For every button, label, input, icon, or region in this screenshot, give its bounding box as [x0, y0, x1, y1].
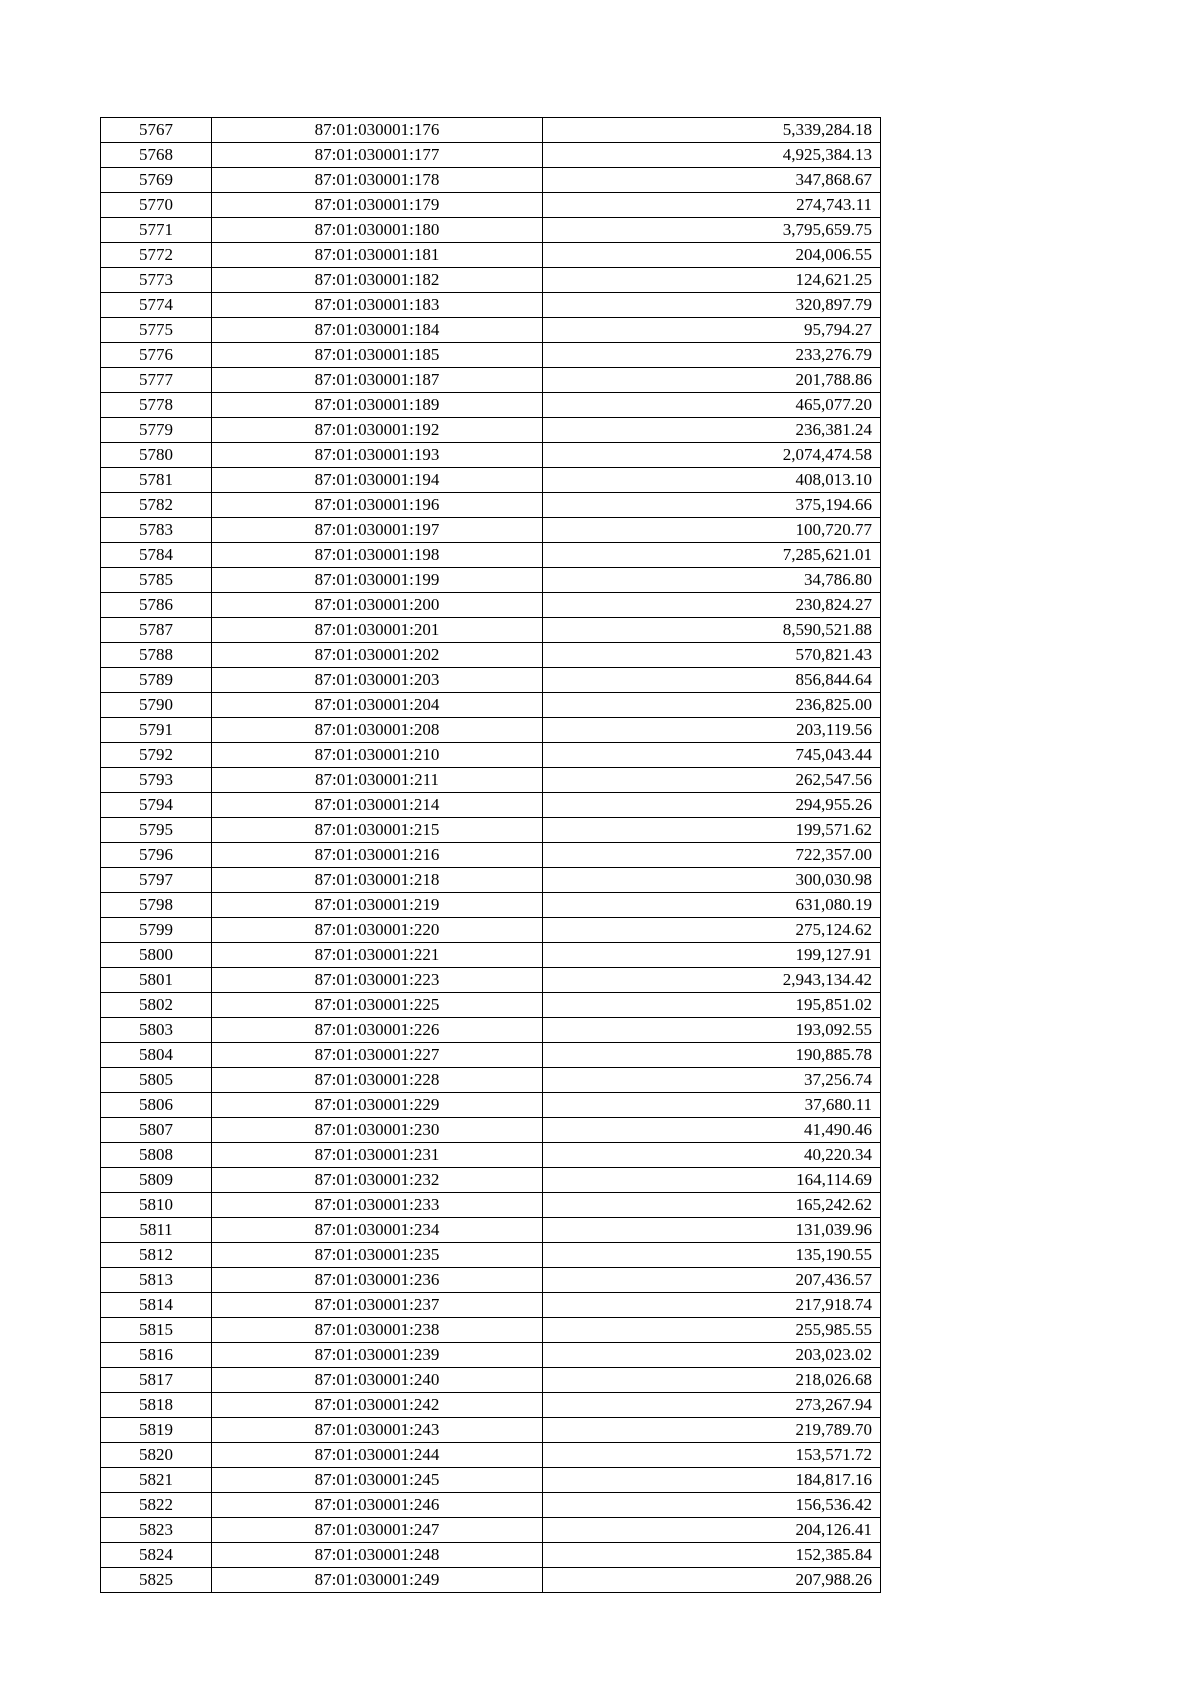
row-number-cell: 5780 — [101, 443, 212, 468]
cadastral-number-cell: 87:01:030001:215 — [212, 818, 543, 843]
row-number-cell: 5775 — [101, 318, 212, 343]
table-row — [101, 1043, 881, 1068]
value-cell: 274,743.11 — [543, 193, 881, 218]
cadastral-number-cell: 87:01:030001:239 — [212, 1343, 543, 1368]
cadastral-number-cell: 87:01:030001:233 — [212, 1193, 543, 1218]
value-cell: 7,285,621.01 — [543, 543, 881, 568]
cadastral-number-cell: 87:01:030001:185 — [212, 343, 543, 368]
value-cell: 203,023.02 — [543, 1343, 881, 1368]
value-cell: 193,092.55 — [543, 1018, 881, 1043]
table-row — [101, 668, 881, 693]
cadastral-number-cell: 87:01:030001:208 — [212, 718, 543, 743]
cadastral-number-cell: 87:01:030001:240 — [212, 1368, 543, 1393]
row-number-cell: 5782 — [101, 493, 212, 518]
cadastral-number-cell: 87:01:030001:237 — [212, 1293, 543, 1318]
table-row — [101, 1193, 881, 1218]
value-cell: 320,897.79 — [543, 293, 881, 318]
table-row — [101, 768, 881, 793]
row-number-cell: 5815 — [101, 1318, 212, 1343]
table-row — [101, 743, 881, 768]
row-number-cell: 5776 — [101, 343, 212, 368]
cadastral-number-cell: 87:01:030001:231 — [212, 1143, 543, 1168]
cadastral-number-cell: 87:01:030001:176 — [212, 118, 543, 143]
table-row — [101, 1493, 881, 1518]
value-cell: 2,074,474.58 — [543, 443, 881, 468]
value-cell: 153,571.72 — [543, 1443, 881, 1468]
value-cell: 2,943,134.42 — [543, 968, 881, 993]
row-number-cell: 5778 — [101, 393, 212, 418]
cadastral-number-cell: 87:01:030001:177 — [212, 143, 543, 168]
row-number-cell: 5820 — [101, 1443, 212, 1468]
cadastral-number-cell: 87:01:030001:227 — [212, 1043, 543, 1068]
table-row — [101, 1368, 881, 1393]
cadastral-number-cell: 87:01:030001:221 — [212, 943, 543, 968]
cadastral-number-cell: 87:01:030001:193 — [212, 443, 543, 468]
cadastral-number-cell: 87:01:030001:198 — [212, 543, 543, 568]
value-cell: 37,256.74 — [543, 1068, 881, 1093]
table-row — [101, 918, 881, 943]
table-row — [101, 1168, 881, 1193]
table-row — [101, 518, 881, 543]
value-cell: 294,955.26 — [543, 793, 881, 818]
table-row — [101, 968, 881, 993]
table-row — [101, 993, 881, 1018]
row-number-cell: 5773 — [101, 268, 212, 293]
table-row — [101, 243, 881, 268]
table-row — [101, 618, 881, 643]
row-number-cell: 5806 — [101, 1093, 212, 1118]
cadastral-number-cell: 87:01:030001:246 — [212, 1493, 543, 1518]
table-row — [101, 1443, 881, 1468]
cadastral-number-cell: 87:01:030001:194 — [212, 468, 543, 493]
row-number-cell: 5795 — [101, 818, 212, 843]
table-row — [101, 268, 881, 293]
value-cell: 204,126.41 — [543, 1518, 881, 1543]
value-cell: 100,720.77 — [543, 518, 881, 543]
cadastral-number-cell: 87:01:030001:220 — [212, 918, 543, 943]
row-number-cell: 5791 — [101, 718, 212, 743]
value-cell: 195,851.02 — [543, 993, 881, 1018]
row-number-cell: 5774 — [101, 293, 212, 318]
row-number-cell: 5798 — [101, 893, 212, 918]
table-row — [101, 1018, 881, 1043]
table-row — [101, 468, 881, 493]
table-row — [101, 943, 881, 968]
value-cell: 722,357.00 — [543, 843, 881, 868]
row-number-cell: 5783 — [101, 518, 212, 543]
value-cell: 95,794.27 — [543, 318, 881, 343]
cadastral-number-cell: 87:01:030001:199 — [212, 568, 543, 593]
value-cell: 255,985.55 — [543, 1318, 881, 1343]
row-number-cell: 5824 — [101, 1543, 212, 1568]
row-number-cell: 5797 — [101, 868, 212, 893]
table-row — [101, 843, 881, 868]
row-number-cell: 5816 — [101, 1343, 212, 1368]
cadastral-number-cell: 87:01:030001:235 — [212, 1243, 543, 1268]
cadastral-number-cell: 87:01:030001:211 — [212, 768, 543, 793]
table-row — [101, 1568, 881, 1593]
table-row — [101, 1343, 881, 1368]
table-row — [101, 543, 881, 568]
value-cell: 199,571.62 — [543, 818, 881, 843]
cadastral-number-cell: 87:01:030001:184 — [212, 318, 543, 343]
table-row — [101, 868, 881, 893]
cadastral-number-cell: 87:01:030001:210 — [212, 743, 543, 768]
row-number-cell: 5802 — [101, 993, 212, 1018]
value-cell: 207,436.57 — [543, 1268, 881, 1293]
row-number-cell: 5788 — [101, 643, 212, 668]
row-number-cell: 5817 — [101, 1368, 212, 1393]
value-cell: 3,795,659.75 — [543, 218, 881, 243]
row-number-cell: 5794 — [101, 793, 212, 818]
value-cell: 233,276.79 — [543, 343, 881, 368]
cadastral-number-cell: 87:01:030001:226 — [212, 1018, 543, 1043]
table-row — [101, 793, 881, 818]
row-number-cell: 5807 — [101, 1118, 212, 1143]
value-cell: 207,988.26 — [543, 1568, 881, 1593]
row-number-cell: 5769 — [101, 168, 212, 193]
cadastral-number-cell: 87:01:030001:248 — [212, 1543, 543, 1568]
value-cell: 204,006.55 — [543, 243, 881, 268]
value-cell: 37,680.11 — [543, 1093, 881, 1118]
row-number-cell: 5810 — [101, 1193, 212, 1218]
value-cell: 856,844.64 — [543, 668, 881, 693]
table-row — [101, 568, 881, 593]
table-row — [101, 1318, 881, 1343]
row-number-cell: 5772 — [101, 243, 212, 268]
value-cell: 199,127.91 — [543, 943, 881, 968]
cadastral-number-cell: 87:01:030001:182 — [212, 268, 543, 293]
value-cell: 41,490.46 — [543, 1118, 881, 1143]
table-row — [101, 1418, 881, 1443]
cadastral-number-cell: 87:01:030001:244 — [212, 1443, 543, 1468]
table-row — [101, 443, 881, 468]
cadastral-number-cell: 87:01:030001:219 — [212, 893, 543, 918]
cadastral-number-cell: 87:01:030001:200 — [212, 593, 543, 618]
row-number-cell: 5793 — [101, 768, 212, 793]
cadastral-number-cell: 87:01:030001:197 — [212, 518, 543, 543]
cadastral-number-cell: 87:01:030001:247 — [212, 1518, 543, 1543]
table-row — [101, 1093, 881, 1118]
value-cell: 570,821.43 — [543, 643, 881, 668]
cadastral-number-cell: 87:01:030001:245 — [212, 1468, 543, 1493]
table-row — [101, 1293, 881, 1318]
value-cell: 131,039.96 — [543, 1218, 881, 1243]
value-cell: 201,788.86 — [543, 368, 881, 393]
table-row — [101, 693, 881, 718]
table-row — [101, 1518, 881, 1543]
cadastral-number-cell: 87:01:030001:216 — [212, 843, 543, 868]
row-number-cell: 5787 — [101, 618, 212, 643]
value-cell: 5,339,284.18 — [543, 118, 881, 143]
cadastral-number-cell: 87:01:030001:183 — [212, 293, 543, 318]
value-cell: 124,621.25 — [543, 268, 881, 293]
row-number-cell: 5805 — [101, 1068, 212, 1093]
table-row — [101, 718, 881, 743]
table-row — [101, 218, 881, 243]
row-number-cell: 5801 — [101, 968, 212, 993]
value-cell: 40,220.34 — [543, 1143, 881, 1168]
row-number-cell: 5792 — [101, 743, 212, 768]
table-row — [101, 1468, 881, 1493]
cadastral-number-cell: 87:01:030001:204 — [212, 693, 543, 718]
row-number-cell: 5768 — [101, 143, 212, 168]
table-row — [101, 193, 881, 218]
table-row — [101, 143, 881, 168]
row-number-cell: 5825 — [101, 1568, 212, 1593]
value-cell: 275,124.62 — [543, 918, 881, 943]
value-cell: 230,824.27 — [543, 593, 881, 618]
cadastral-number-cell: 87:01:030001:238 — [212, 1318, 543, 1343]
table-row — [101, 643, 881, 668]
value-cell: 408,013.10 — [543, 468, 881, 493]
row-number-cell: 5786 — [101, 593, 212, 618]
value-cell: 236,825.00 — [543, 693, 881, 718]
value-cell: 8,590,521.88 — [543, 618, 881, 643]
row-number-cell: 5811 — [101, 1218, 212, 1243]
table-row — [101, 118, 881, 143]
cadastral-number-cell: 87:01:030001:181 — [212, 243, 543, 268]
row-number-cell: 5790 — [101, 693, 212, 718]
cadastral-number-cell: 87:01:030001:223 — [212, 968, 543, 993]
row-number-cell: 5771 — [101, 218, 212, 243]
value-cell: 745,043.44 — [543, 743, 881, 768]
cadastral-number-cell: 87:01:030001:229 — [212, 1093, 543, 1118]
table-row — [101, 168, 881, 193]
row-number-cell: 5799 — [101, 918, 212, 943]
cadastral-number-cell: 87:01:030001:192 — [212, 418, 543, 443]
row-number-cell: 5809 — [101, 1168, 212, 1193]
row-number-cell: 5813 — [101, 1268, 212, 1293]
table-row — [101, 1218, 881, 1243]
cadastral-number-cell: 87:01:030001:234 — [212, 1218, 543, 1243]
cadastral-number-cell: 87:01:030001:189 — [212, 393, 543, 418]
cadastral-number-cell: 87:01:030001:187 — [212, 368, 543, 393]
cadastral-number-cell: 87:01:030001:218 — [212, 868, 543, 893]
table-row — [101, 818, 881, 843]
cadastral-number-cell: 87:01:030001:228 — [212, 1068, 543, 1093]
row-number-cell: 5779 — [101, 418, 212, 443]
cadastral-number-cell: 87:01:030001:243 — [212, 1418, 543, 1443]
row-number-cell: 5777 — [101, 368, 212, 393]
cadastral-number-cell: 87:01:030001:225 — [212, 993, 543, 1018]
value-cell: 262,547.56 — [543, 768, 881, 793]
row-number-cell: 5785 — [101, 568, 212, 593]
row-number-cell: 5819 — [101, 1418, 212, 1443]
value-cell: 203,119.56 — [543, 718, 881, 743]
table-row — [101, 1268, 881, 1293]
row-number-cell: 5784 — [101, 543, 212, 568]
table-row — [101, 593, 881, 618]
row-number-cell: 5812 — [101, 1243, 212, 1268]
row-number-cell: 5823 — [101, 1518, 212, 1543]
value-cell: 152,385.84 — [543, 1543, 881, 1568]
table-row — [101, 1543, 881, 1568]
value-cell: 465,077.20 — [543, 393, 881, 418]
table-row — [101, 1118, 881, 1143]
value-cell: 218,026.68 — [543, 1368, 881, 1393]
value-cell: 184,817.16 — [543, 1468, 881, 1493]
row-number-cell: 5803 — [101, 1018, 212, 1043]
row-number-cell: 5814 — [101, 1293, 212, 1318]
cadastral-number-cell: 87:01:030001:180 — [212, 218, 543, 243]
row-number-cell: 5800 — [101, 943, 212, 968]
value-cell: 236,381.24 — [543, 418, 881, 443]
row-number-cell: 5789 — [101, 668, 212, 693]
cadastral-number-cell: 87:01:030001:202 — [212, 643, 543, 668]
row-number-cell: 5796 — [101, 843, 212, 868]
value-cell: 4,925,384.13 — [543, 143, 881, 168]
cadastral-number-cell: 87:01:030001:201 — [212, 618, 543, 643]
row-number-cell: 5767 — [101, 118, 212, 143]
table-row — [101, 1243, 881, 1268]
value-cell: 631,080.19 — [543, 893, 881, 918]
value-cell: 273,267.94 — [543, 1393, 881, 1418]
row-number-cell: 5822 — [101, 1493, 212, 1518]
value-cell: 300,030.98 — [543, 868, 881, 893]
table-row — [101, 393, 881, 418]
cadastral-number-cell: 87:01:030001:196 — [212, 493, 543, 518]
value-cell: 347,868.67 — [543, 168, 881, 193]
table-row — [101, 343, 881, 368]
row-number-cell: 5781 — [101, 468, 212, 493]
cadastral-number-cell: 87:01:030001:249 — [212, 1568, 543, 1593]
value-cell: 190,885.78 — [543, 1043, 881, 1068]
cadastral-number-cell: 87:01:030001:203 — [212, 668, 543, 693]
row-number-cell: 5808 — [101, 1143, 212, 1168]
value-cell: 34,786.80 — [543, 568, 881, 593]
cadastral-number-cell: 87:01:030001:178 — [212, 168, 543, 193]
cadastral-number-cell: 87:01:030001:242 — [212, 1393, 543, 1418]
cadastral-number-cell: 87:01:030001:214 — [212, 793, 543, 818]
value-cell: 375,194.66 — [543, 493, 881, 518]
value-cell: 156,536.42 — [543, 1493, 881, 1518]
cadastral-number-cell: 87:01:030001:236 — [212, 1268, 543, 1293]
table-body — [101, 118, 881, 1593]
cadastral-number-cell: 87:01:030001:179 — [212, 193, 543, 218]
table-row — [101, 1143, 881, 1168]
row-number-cell: 5804 — [101, 1043, 212, 1068]
table-row — [101, 1393, 881, 1418]
cadastral-number-cell: 87:01:030001:232 — [212, 1168, 543, 1193]
value-cell: 217,918.74 — [543, 1293, 881, 1318]
data-table — [100, 117, 881, 1593]
row-number-cell: 5818 — [101, 1393, 212, 1418]
table-row — [101, 493, 881, 518]
table-row — [101, 318, 881, 343]
cadastral-number-cell: 87:01:030001:230 — [212, 1118, 543, 1143]
table-row — [101, 1068, 881, 1093]
row-number-cell: 5821 — [101, 1468, 212, 1493]
table-row — [101, 293, 881, 318]
value-cell: 165,242.62 — [543, 1193, 881, 1218]
value-cell: 164,114.69 — [543, 1168, 881, 1193]
row-number-cell: 5770 — [101, 193, 212, 218]
table-row — [101, 418, 881, 443]
value-cell: 135,190.55 — [543, 1243, 881, 1268]
table-row — [101, 893, 881, 918]
table-row — [101, 368, 881, 393]
value-cell: 219,789.70 — [543, 1418, 881, 1443]
